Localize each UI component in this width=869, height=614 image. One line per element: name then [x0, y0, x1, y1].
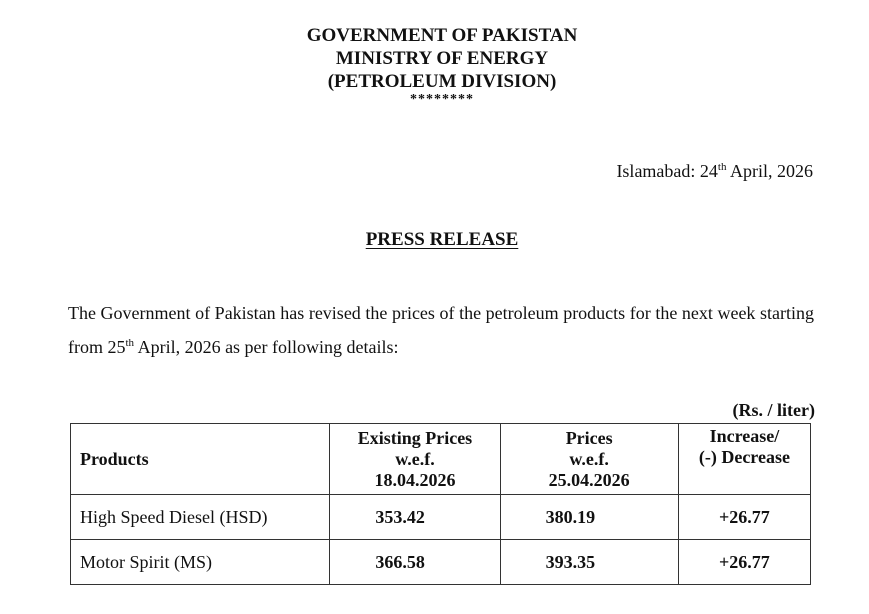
header-existing-prices: [330, 424, 500, 495]
header-change-line1: Increase/: [709, 426, 780, 446]
dateline-ordinal: th: [717, 161, 727, 173]
table-row: [71, 540, 811, 585]
price-table: [70, 423, 811, 585]
letterhead: [0, 24, 869, 107]
header-change-line2: (-) Decrease: [698, 447, 790, 467]
dateline-prefix: Islamabad: 24: [616, 161, 718, 181]
header-new-line2: w.e.f.: [569, 448, 609, 469]
header-new-line3: 25.04.2026: [548, 469, 630, 490]
body-paragraph: [68, 296, 814, 364]
cell-change: +26.77: [678, 495, 810, 540]
body-text-part1: The Government of Pakistan has revised the prices of the petroleum products for the next week starting from 25: [68, 303, 814, 357]
dateline-suffix: April, 2026: [726, 161, 813, 181]
letterhead-separator: ********: [410, 92, 474, 107]
table-header-row: [71, 424, 811, 495]
header-existing-line1: Existing Prices: [357, 427, 473, 448]
letterhead-government: GOVERNMENT OF PAKISTAN: [306, 25, 578, 46]
letterhead-division: (PETROLEUM DIVISION): [327, 71, 557, 92]
header-existing-line2: w.e.f.: [395, 448, 435, 469]
header-new-line1: Prices: [565, 427, 613, 448]
header-products: Products: [71, 424, 330, 495]
header-new-prices: [500, 424, 678, 495]
cell-existing-price: 366.58: [330, 540, 500, 585]
cell-existing-price: 353.42: [330, 495, 500, 540]
cell-product: High Speed Diesel (HSD): [71, 495, 330, 540]
unit-label: (Rs. / liter): [732, 400, 815, 420]
cell-new-price: 393.35: [500, 540, 678, 585]
cell-product: Motor Spirit (MS): [71, 540, 330, 585]
cell-change: +26.77: [678, 540, 810, 585]
cell-new-price: 380.19: [500, 495, 678, 540]
letterhead-ministry: MINISTRY OF ENERGY: [335, 48, 549, 69]
document-title: [0, 229, 869, 251]
header-existing-line3: 18.04.2026: [374, 469, 456, 490]
header-change: [678, 424, 810, 495]
document-title-text: PRESS RELEASE: [365, 229, 519, 250]
dateline: [616, 161, 813, 182]
body-text-part2: April, 2026 as per following details:: [134, 337, 399, 357]
body-ordinal: th: [125, 337, 135, 349]
table-row: [71, 495, 811, 540]
